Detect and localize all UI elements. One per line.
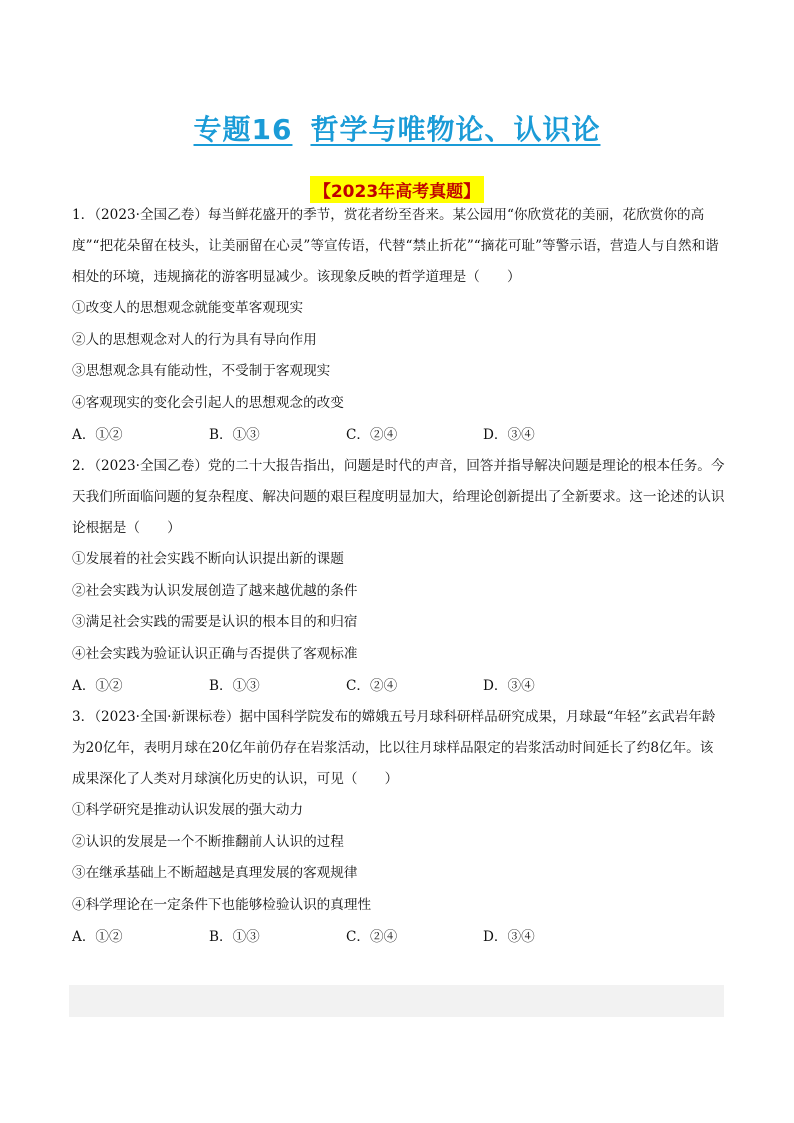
question-3-option-2: ②认识的发展是一个不断推翻前人认识的过程 <box>72 833 344 850</box>
question-3-answer-b: B．①③ <box>209 929 260 945</box>
question-1-stem: 1．（2023·全国乙卷）每当鲜花盛开的季节，赏花者纷至沓来。某公园用“你欣赏花的美丽，花欣赏你的高度”“把花朵留在枝头，让美丽留在心灵”等宣传语，代替“禁止折花”“摘花可耻”等警示语，营造人与自然和谐相处的环境，违规摘花的游客明显减少。该现象反映的哲学道理是（ ） <box>72 207 719 285</box>
question-1-option-3: ③思想观念具有能动性，不受制于客观现实 <box>72 363 331 379</box>
question-2-stem: 2．（2023·全国乙卷）党的二十大报告指出，问题是时代的声音，回答并指导解决问题是理论的根本任务。今天我们所面临问题的复杂程度、解决问题的艰巨程度明显加大，给理论创新提出了全新要求。这一论述的认识论根据是（ ） <box>72 458 725 536</box>
title-part2: 哲学与唯物论、认识论 <box>310 113 601 146</box>
question-3-answer-a: A．①② <box>72 929 123 945</box>
question-3-option-3: ③在继承基础上不断超越是真理发展的客观规律 <box>72 865 358 881</box>
question-1-answer-b: B．①③ <box>209 427 260 443</box>
question-2-answer-d: D．③④ <box>483 678 535 694</box>
question-3-stem: 3．（2023·全国·新课标卷）据中国科学院发布的嫦娥五号月球科研样品研究成果，月球最“年轻”玄武岩年龄为20亿年，表明月球在20亿年前仍存在岩浆活动，比以往月球样品限定的岩浆活动时间延长了约8亿年。该成果深化了人类对月球演化历史的认识，可见（ ） <box>72 709 716 787</box>
question-2-option-3: ③满足社会实践的需要是认识的根本目的和归宿 <box>72 614 358 630</box>
question-2-option-1: ①发展着的社会实践不断向认识提出新的课题 <box>72 551 344 567</box>
question-1-answer-a: A．①② <box>72 427 123 443</box>
section-year: 2023 <box>330 182 379 202</box>
question-3-answer-c: C．②④ <box>346 929 398 945</box>
question-1-answer-d: D．③④ <box>483 427 535 443</box>
section-highlight <box>310 176 484 203</box>
question-2 <box>72 451 726 702</box>
question-2-option-4: ④社会实践为验证认识正确与否提供了客观标准 <box>72 645 358 662</box>
section-text: 年高考真题 <box>378 182 464 202</box>
section-bracket-close: 】 <box>463 182 481 202</box>
question-3-answers <box>72 921 726 953</box>
question-1-answers <box>72 419 726 451</box>
question-3-option-1: ①科学研究是推动认识发展的强大动力 <box>72 802 304 818</box>
question-1-option-1: ①改变人的思想观念就能变革客观现实 <box>72 300 304 316</box>
page-title <box>0 108 794 148</box>
question-3 <box>72 702 726 953</box>
section-bracket-open: 【 <box>313 182 331 202</box>
question-3-answer-d: D．③④ <box>483 929 535 945</box>
question-2-answer-c: C．②④ <box>346 678 398 694</box>
preview-fade-bar <box>69 985 724 1017</box>
question-1-option-2: ②人的思想观念对人的行为具有导向作用 <box>72 331 317 348</box>
title-part1: 专题16 <box>193 113 293 146</box>
question-2-answer-a: A．①② <box>72 678 123 694</box>
section-heading <box>0 176 794 203</box>
question-1-option-4: ④客观现实的变化会引起人的思想观念的改变 <box>72 394 344 411</box>
question-2-answer-b: B．①③ <box>209 678 260 694</box>
question-2-answers <box>72 670 726 702</box>
question-2-option-2: ②社会实践为认识发展创造了越来越优越的条件 <box>72 582 358 599</box>
question-3-option-4: ④科学理论在一定条件下也能够检验认识的真理性 <box>72 896 372 913</box>
question-1-answer-c: C．②④ <box>346 427 398 443</box>
question-1 <box>72 200 726 451</box>
question-list <box>72 200 726 953</box>
